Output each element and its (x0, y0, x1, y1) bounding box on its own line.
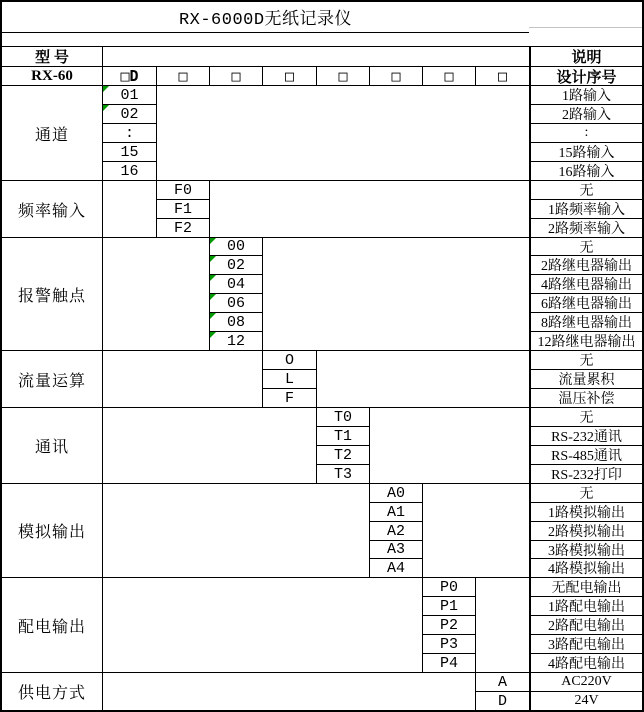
section-label: 供电方式 (2, 672, 102, 710)
code-cell: T3 (316, 464, 369, 483)
section-label: 通道 (2, 85, 102, 180)
description-cell: 3路配电输出 (529, 634, 642, 653)
code-cell: P4 (422, 653, 475, 672)
description-cell: 2路输入 (529, 104, 642, 123)
description-cell: 2路配电输出 (529, 615, 642, 634)
code-cell: F0 (156, 180, 209, 199)
code-cell: F1 (156, 199, 209, 218)
code-placeholder-cell: □ (475, 66, 529, 85)
merged-empty-cell (156, 85, 529, 180)
code-cell: 04 (209, 274, 262, 293)
description-cell: 1路输入 (529, 85, 642, 104)
code-cell: 15 (102, 142, 156, 161)
description-cell: RS-485通讯 (529, 445, 642, 464)
merged-empty-cell (102, 350, 262, 407)
error-indicator-triangle (210, 332, 216, 338)
description-cell: 2路继电器输出 (529, 255, 642, 274)
error-indicator-triangle (103, 105, 109, 111)
code-cell: 06 (209, 293, 262, 312)
description-cell: 24V (529, 691, 642, 710)
merged-empty-cell (102, 577, 422, 672)
description-cell: 4路配电输出 (529, 653, 642, 672)
code-cell: P3 (422, 634, 475, 653)
description-cell: 无 (529, 237, 642, 255)
code-cell: T1 (316, 426, 369, 445)
merged-empty-cell (102, 672, 475, 710)
code-placeholder-cell: □ (156, 66, 209, 85)
description-cell: RS-232打印 (529, 464, 642, 483)
code-placeholder-cell: □ (422, 66, 475, 85)
merged-empty-cell (369, 407, 529, 483)
description-cell: 15路输入 (529, 142, 642, 161)
merged-empty-cell (209, 180, 529, 237)
merged-empty-cell (475, 577, 529, 672)
merged-empty-cell (102, 483, 369, 577)
code-cell: F2 (156, 218, 209, 237)
code-cell: T2 (316, 445, 369, 464)
code-cell: P2 (422, 615, 475, 634)
description-cell: 温压补偿 (529, 388, 642, 407)
code-cell: T0 (316, 407, 369, 426)
section-label: 模拟输出 (2, 483, 102, 577)
code-cell: 02 (209, 255, 262, 274)
merged-empty-cell (262, 237, 529, 350)
code-cell: : (102, 123, 156, 142)
design-serial-cell: 设计序号 (529, 66, 642, 85)
error-indicator-triangle (210, 294, 216, 300)
model-number-cell: RX-60 (2, 66, 102, 85)
code-cell: L (262, 369, 316, 388)
description-cell: : (529, 123, 642, 142)
error-indicator-triangle (210, 238, 216, 244)
description-cell: 流量累积 (529, 369, 642, 388)
description-cell: 1路模拟输出 (529, 502, 642, 521)
code-cell: P0 (422, 577, 475, 596)
description-cell: 2路模拟输出 (529, 521, 642, 540)
description-cell: 无 (529, 483, 642, 502)
description-cell: 无配电输出 (529, 577, 642, 596)
code-cell: A2 (369, 521, 422, 540)
description-cell: 2路频率输入 (529, 218, 642, 237)
description-cell: 无 (529, 407, 642, 426)
title-right-spacer (529, 2, 642, 33)
error-indicator-triangle (210, 313, 216, 319)
code-placeholder-cell: □ (209, 66, 262, 85)
description-header-cell: 说明 (529, 46, 642, 66)
description-cell: 1路频率输入 (529, 199, 642, 218)
code-cell: 02 (102, 104, 156, 123)
code-placeholder-cell: □ (369, 66, 422, 85)
header-merged-spacer (102, 46, 529, 66)
table-title: RX-6000D无纸记录仪 (2, 2, 529, 33)
code-cell: F (262, 388, 316, 407)
code-cell: 01 (102, 85, 156, 104)
description-cell: 6路继电器输出 (529, 293, 642, 312)
description-cell: 16路输入 (529, 161, 642, 180)
description-cell: 4路继电器输出 (529, 274, 642, 293)
model-header-cell: 型 号 (2, 46, 102, 66)
code-cell: A4 (369, 558, 422, 577)
section-label: 配电输出 (2, 577, 102, 672)
description-cell: 无 (529, 180, 642, 199)
code-cell: A (475, 672, 529, 691)
merged-empty-cell (102, 407, 316, 483)
section-label: 频率输入 (2, 180, 102, 237)
description-cell: RS-232通讯 (529, 426, 642, 445)
merged-empty-cell (316, 350, 529, 407)
description-cell: 12路继电器输出 (529, 331, 642, 350)
code-cell: A0 (369, 483, 422, 502)
code-placeholder-cell: □ (262, 66, 316, 85)
faint-gridline-fragment (529, 27, 642, 28)
code-cell: A3 (369, 540, 422, 558)
code-cell: D (475, 691, 529, 710)
code-placeholder-cell: □ (316, 66, 369, 85)
description-cell: 8路继电器输出 (529, 312, 642, 331)
description-cell: 4路模拟输出 (529, 558, 642, 577)
error-indicator-triangle (210, 275, 216, 281)
section-label: 报警触点 (2, 237, 102, 350)
description-cell: AC220V (529, 672, 642, 691)
merged-empty-cell (102, 180, 156, 237)
description-cell: 1路配电输出 (529, 596, 642, 615)
code-cell: 08 (209, 312, 262, 331)
merged-empty-cell (102, 237, 209, 350)
code-cell: 00 (209, 237, 262, 255)
section-label: 通讯 (2, 407, 102, 483)
code-cell: O (262, 350, 316, 369)
code-cell: 12 (209, 331, 262, 350)
code-placeholder-cell: □D (102, 66, 156, 85)
merged-empty-cell (422, 483, 529, 577)
description-cell: 无 (529, 350, 642, 369)
code-cell: A1 (369, 502, 422, 521)
error-indicator-triangle (210, 256, 216, 262)
description-cell: 3路模拟输出 (529, 540, 642, 558)
error-indicator-triangle (103, 86, 109, 92)
code-cell: 16 (102, 161, 156, 180)
code-cell: P1 (422, 596, 475, 615)
section-label: 流量运算 (2, 350, 102, 407)
